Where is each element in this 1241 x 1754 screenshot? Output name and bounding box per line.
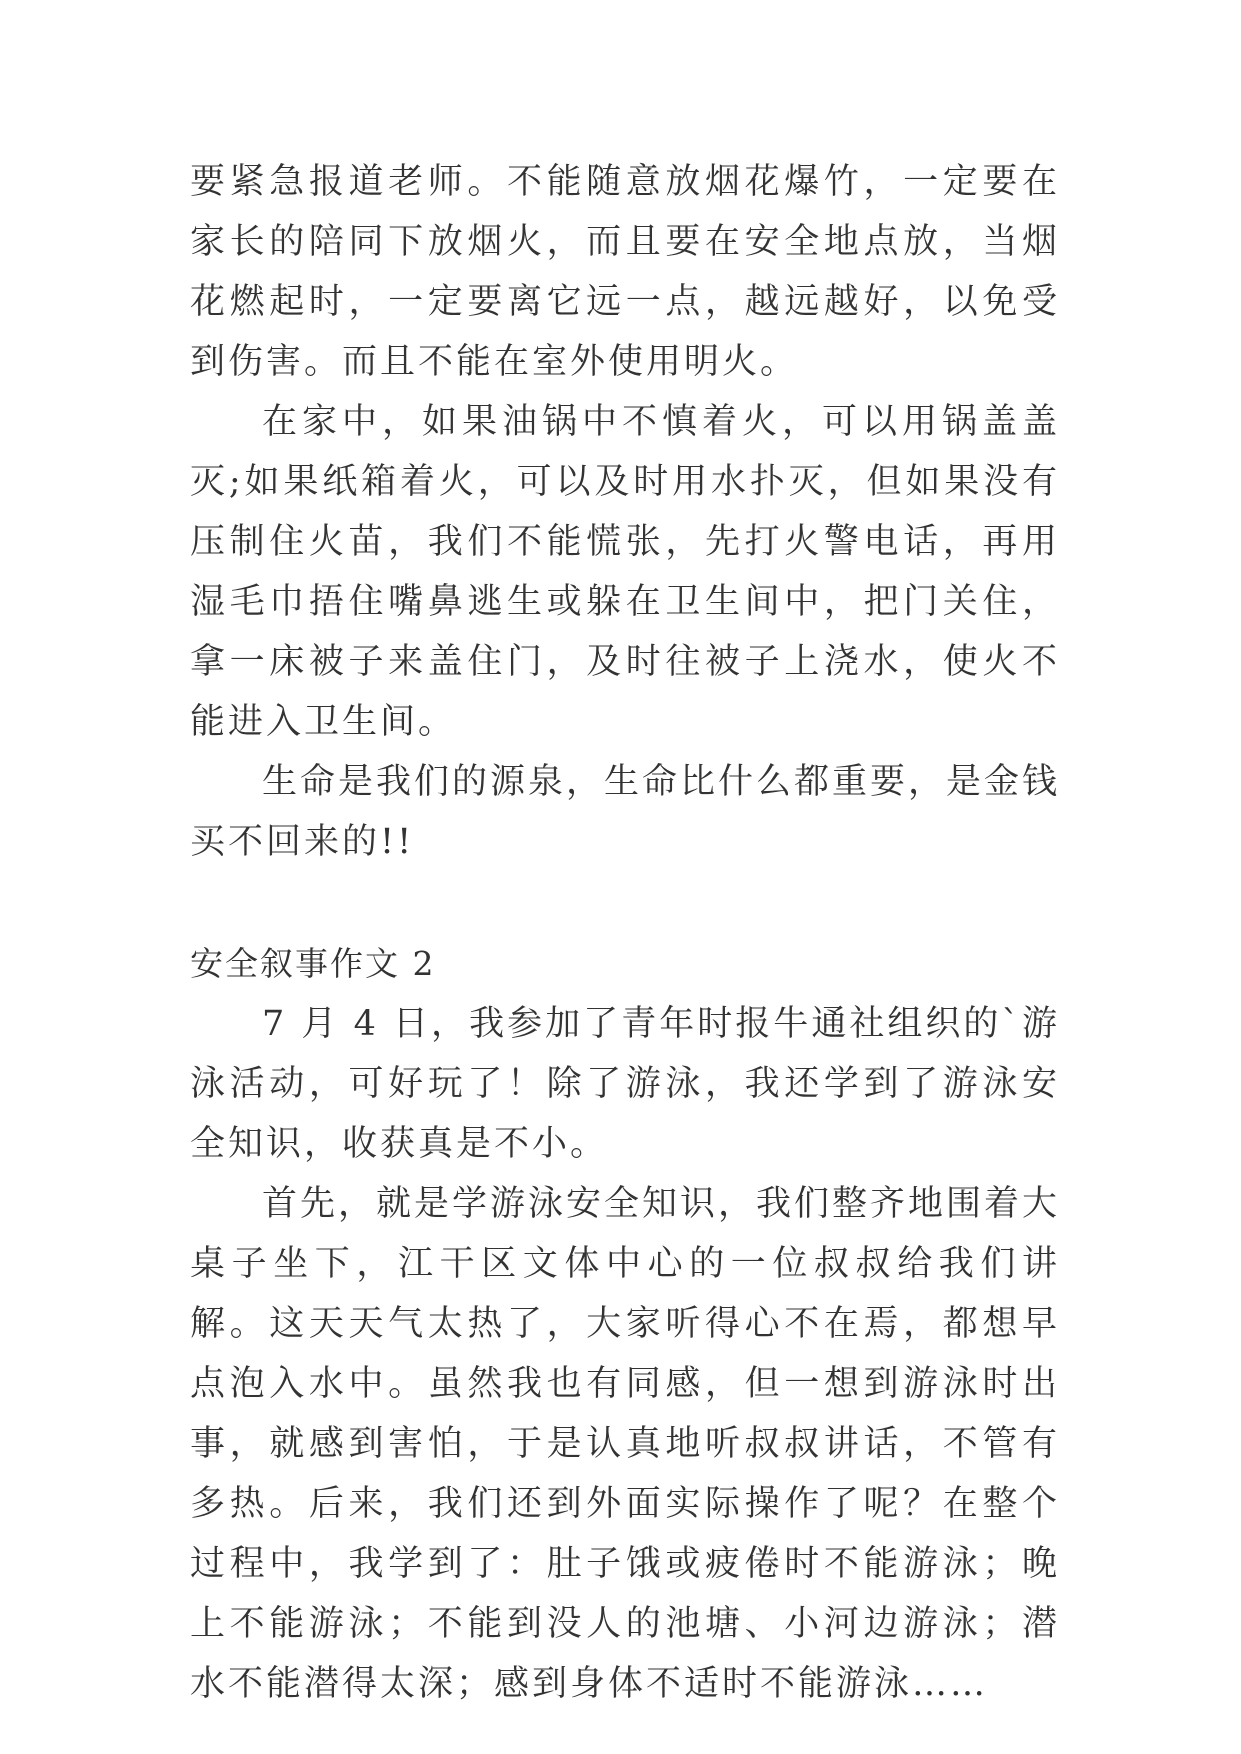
paragraph-swimming-event: 7 月 4 日，我参加了青年时报牛通社组织的`游泳活动，可好玩了！除了游泳，我还学到了游泳安全知识，收获真是不小。 — [190, 1004, 1060, 1164]
paragraph-swimming-safety: 首先，就是学游泳安全知识，我们整齐地围着大桌子坐下，江干区文体中心的一位叔叔给我们讲解。这天天气太热了，大家听得心不在焉，都想早点泡入水中。虽然我也有同感，但一想到游泳时出事，就感到害怕，于是认真地听叔叔讲话，不管有多热。后来，我们还到外面实际操作了呢？在整个过程中，我学到了：肚子饿或疲倦时不能游泳；晚上不能游泳；不能到没人的池塘、小河边游泳；潜水不能潜得太深；感到身体不适时不能游泳…… — [190, 1184, 1061, 1704]
paragraph-kitchen-fire: 在家中，如果油锅中不慎着火，可以用锅盖盖灭;如果纸箱着火，可以及时用水扑灭，但如果没有压制住火苗，我们不能慌张，先打火警电话，再用湿毛巾捂住嘴鼻逃生或躲在卫生间中，把门关住，拿一床被子来盖住门，及时往被子上浇水，使火不能进入卫生间。 — [190, 402, 1060, 742]
section-title: 安全叙事作文 2 — [190, 944, 436, 983]
paragraph-life-value: 生命是我们的源泉，生命比什么都重要，是金钱买不回来的!! — [190, 762, 1061, 862]
paragraph-continuation: 要紧急报道老师。不能随意放烟花爆竹，一定要在家长的陪同下放烟火，而且要在安全地点放，当烟花燃起时，一定要离它远一点，越远越好，以免受到伤害。而且不能在室外使用明火。 — [190, 162, 1060, 382]
document-body — [190, 152, 1060, 1714]
